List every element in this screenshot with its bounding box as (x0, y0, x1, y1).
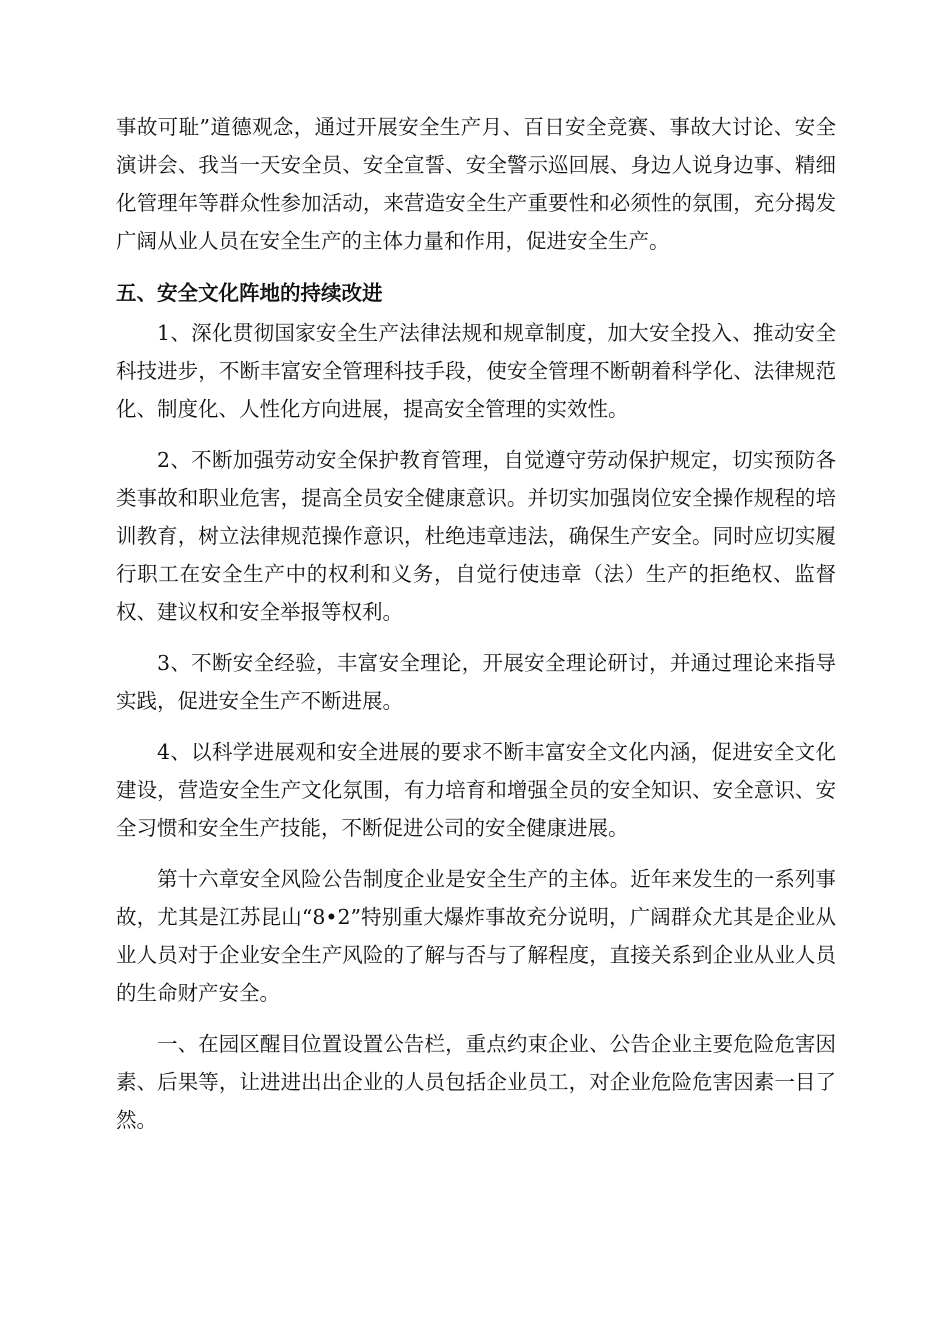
paragraph-item-2: 2、不断加强劳动安全保护教育管理，自觉遵守劳动保护规定，切实预防各类事故和职业危害，提高全员安全健康意识。并切实加强岗位安全操作规程的培训教育，树立法律规范操作意识，杜绝违章违法，确保生产安全。同时应切实履行职工在安全生产中的权利和义务，自觉行使违章（法）生产的拒绝权、监督权、建议权和安全举报等权利。 (116, 448, 836, 624)
paragraph-chapter-16: 第十六章安全风险公告制度企业是安全生产的主体。近年来发生的一系列事故，尤其是江苏昆山“8•2”特别重大爆炸事故充分说明，广阔群众尤其是企业从业人员对于企业安全生产风险的了解与否与了解程度，直接关系到企业从业人员的生命财产安全。 (116, 867, 836, 1005)
paragraph-item-4: 4、以科学进展观和安全进展的要求不断丰富安全文化内涵，促进安全文化建设，营造安全生产文化氛围，有力培育和增强全员的安全知识、安全意识、安全习惯和安全生产技能，不断促进公司的安全健康进展。 (116, 740, 836, 840)
paragraph-item-3: 3、不断安全经验，丰富安全理论，开展安全理论研讨，并通过理论来指导实践，促进安全生产不断进展。 (116, 651, 836, 713)
document-page (116, 108, 836, 1139)
paragraph-continuation: 事故可耻”道德观念，通过开展安全生产月、百日安全竞赛、事故大讨论、安全演讲会、我当一天安全员、安全宣誓、安全警示巡回展、身边人说身边事、精细化管理年等群众性参加活动，来营造安全生产重要性和必须性的氛围，充分揭发广阔从业人员在安全生产的主体力量和作用，促进安全生产。 (116, 115, 836, 253)
paragraph-item-1: 1、深化贯彻国家安全生产法律法规和规章制度，加大安全投入、推动安全科技进步，不断丰富安全管理科技手段，使安全管理不断朝着科学化、法律规范化、制度化、人性化方向进展，提高安全管理的实效性。 (116, 321, 836, 421)
paragraph-bulletin-board: 一、在园区醒目位置设置公告栏，重点约束企业、公告企业主要危险危害因素、后果等，让进进出出企业的人员包括企业员工，对企业危险危害因素一目了然。 (116, 1032, 836, 1132)
section-heading-5: 五、安全文化阵地的持续改进 (116, 281, 383, 305)
